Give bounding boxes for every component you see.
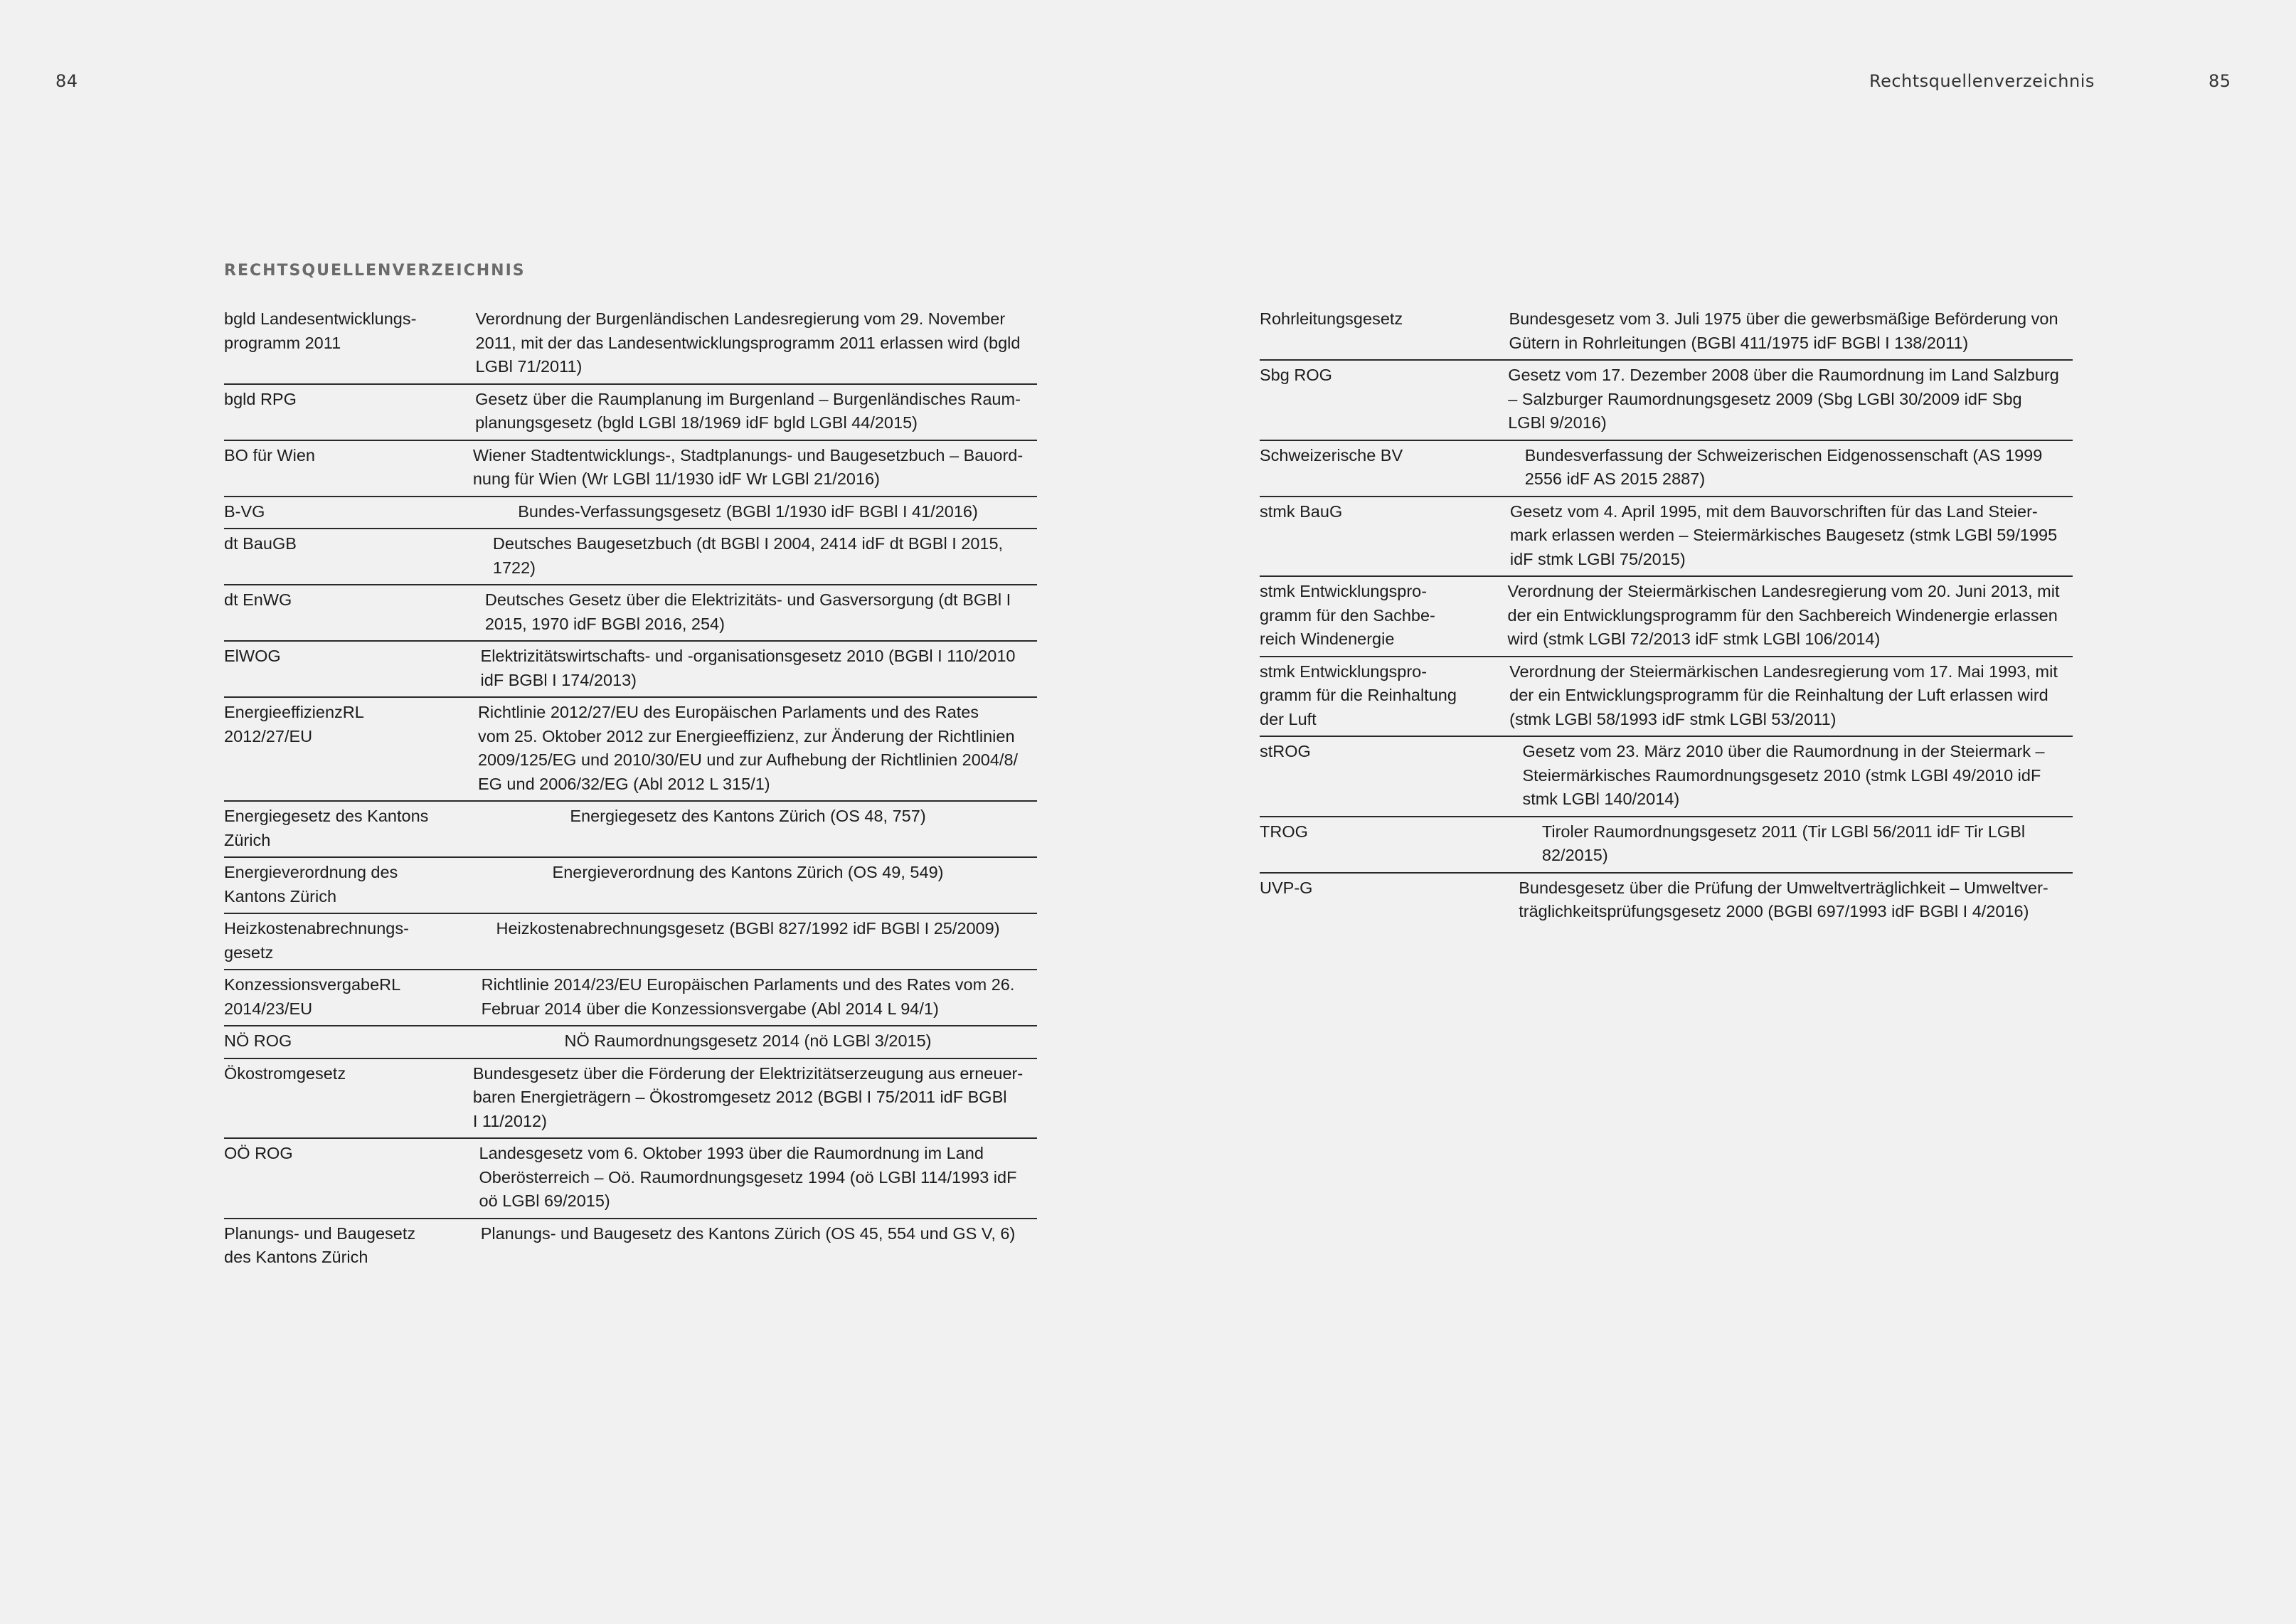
- legal-source-entry: [224, 1218, 1037, 1274]
- right-page-number: 85: [2209, 71, 2231, 91]
- legal-source-entry: [1260, 872, 2073, 928]
- legal-source-entry: [1260, 440, 2073, 496]
- entry-description: Bundesgesetz vom 3. Juli 1975 über die gewerbsmäßige Beförderung von Gütern in Rohrleitungen (BGBl 411/1975 idF BGBl I 138/2011): [1509, 309, 2058, 352]
- entry-description: Elektrizitätswirtschafts- und -organisationsgesetz 2010 (BGBl I 110/2010 idF BGBl I 174/2013): [480, 647, 1016, 689]
- entry-description: NÖ Raumordnungsgesetz 2014 (nö LGBl 3/2015): [564, 1031, 932, 1050]
- entry-description: Bundes-Verfassungsgesetz (BGBl 1/1930 idF BGBl I 41/2016): [518, 501, 978, 521]
- entry-abbreviation: EnergieeffizienzRL 2012/27/EU: [224, 703, 364, 745]
- legal-source-entry: [224, 1058, 1037, 1138]
- entry-description: Gesetz über die Raumplanung im Burgenland – Burgenländisches Raum- planungsgesetz (bgld LGBl 18/1969 idF bgld LGBl 44/2015): [475, 389, 1021, 432]
- entry-description: Gesetz vom 23. März 2010 über die Raumordnung in der Steiermark – Steiermärkisches Raumordnungsgesetz 2010 (stmk LGBl 49/2010 idF stmk LGBl 140/2014): [1522, 742, 2045, 808]
- entry-abbreviation: KonzessionsvergabeRL 2014/23/EU: [224, 975, 401, 1018]
- entry-abbreviation: stmk Entwicklungspro- gramm für die Reinhaltung der Luft: [1260, 662, 1457, 728]
- entry-description: Deutsches Baugesetzbuch (dt BGBl I 2004, 2414 idF dt BGBl I 2015, 1722): [492, 534, 1004, 577]
- entry-description: Energiegesetz des Kantons Zürich (OS 48, 757): [570, 807, 926, 825]
- entry-abbreviation: Energiegesetz des Kantons Zürich: [224, 807, 429, 849]
- entry-description: Richtlinie 2012/27/EU des Europäischen Parlaments und des Rates vom 25. Oktober 2012 zur Energieeffizienz, zur Änderung der Richtlinien 2009/125/EG und 2010/30/EU und zur Aufhebung der Richtlinien 2004/8/ EG und 2006/32/EG (Abl 2012 L 315/1): [477, 703, 1019, 793]
- legal-source-entry: [1260, 736, 2073, 816]
- entry-description: Bundesgesetz über die Förderung der Elektrizitätserzeugung aus erneuer- baren Energieträgern – Ökostromgesetz 2012 (BGBl I 75/2011 idF BGBl I 11/2012): [472, 1063, 1024, 1130]
- entry-abbreviation: Sbg ROG: [1260, 366, 1332, 384]
- entry-abbreviation: Heizkostenabrechnungs- gesetz: [224, 919, 409, 962]
- entry-description: Heizkostenabrechnungsgesetz (BGBl 827/1992 idF BGBl I 25/2009): [496, 919, 1000, 938]
- entry-description: Planungs- und Baugesetz des Kantons Zürich (OS 45, 554 und GS V, 6): [480, 1224, 1016, 1243]
- legal-source-entry: [1260, 496, 2073, 576]
- section-title: RECHTSQUELLENVERZEICHNIS: [224, 262, 526, 280]
- entry-description: Deutsches Gesetz über die Elektrizitäts- und Gasversorgung (dt BGBl I 2015, 1970 idF BGBl 2016, 254): [484, 590, 1011, 633]
- entry-abbreviation: stmk BauG: [1260, 501, 1343, 521]
- entry-description: Landesgesetz vom 6. Oktober 1993 über die Raumordnung im Land Oberösterreich – Oö. Raumordnungsgesetz 1994 (oö LGBl 114/1993 idF oö LGBl 69/2015): [479, 1144, 1017, 1210]
- legal-source-entry: [224, 307, 1037, 383]
- entry-description: Tiroler Raumordnungsgesetz 2011 (Tir LGBl 56/2011 idF Tir LGBl 82/2015): [1541, 822, 2026, 864]
- legal-source-entry: [224, 856, 1037, 913]
- entry-abbreviation: dt BauGB: [224, 534, 297, 553]
- legal-source-entry: [1260, 307, 2073, 359]
- entry-abbreviation: Ökostromgesetz: [224, 1063, 346, 1083]
- entry-abbreviation: dt EnWG: [224, 590, 292, 609]
- legal-source-entry: [1260, 359, 2073, 440]
- legal-source-entry: [1260, 816, 2073, 872]
- entry-description: Bundesgesetz über die Prüfung der Umweltverträglichkeit – Umweltver- träglichkeitsprüfungsgesetz 2000 (BGBl 697/1993 idF BGBl I 4/2016): [1519, 878, 2048, 920]
- legal-source-entry: [224, 496, 1037, 529]
- entry-abbreviation: stROG: [1260, 742, 1311, 760]
- legal-source-entry: [224, 383, 1037, 440]
- legal-source-entry: [224, 800, 1037, 856]
- entry-abbreviation: Schweizerische BV: [1260, 445, 1403, 465]
- entry-description: Gesetz vom 17. Dezember 2008 über die Raumordnung im Land Salzburg – Salzburger Raumordnungsgesetz 2009 (Sbg LGBl 30/2009 idF Sbg LGBl 9/2016): [1508, 366, 2059, 432]
- entry-abbreviation: TROG: [1260, 822, 1308, 841]
- entry-description: Bundesverfassung der Schweizerischen Eidgenossenschaft (AS 1999 2556 idF AS 2015 2887): [1524, 445, 2043, 488]
- legal-source-entry: [224, 528, 1037, 584]
- entry-abbreviation: ElWOG: [224, 647, 281, 665]
- entry-abbreviation: NÖ ROG: [224, 1031, 292, 1050]
- entry-description: Energieverordnung des Kantons Zürich (OS 49, 549): [552, 863, 944, 881]
- legal-source-entry: [224, 969, 1037, 1025]
- entry-description: Richtlinie 2014/23/EU Europäischen Parlaments und des Rates vom 26. Februar 2014 über die Konzessionsvergabe (Abl 2014 L 94/1): [481, 975, 1015, 1018]
- entry-description: Verordnung der Steiermärkischen Landesregierung vom 20. Juni 2013, mit der ein Entwicklungsprogramm für den Sachbereich Windenergie erlassen wird (stmk LGBl 72/2013 idF stmk LGBl 106/2014): [1507, 582, 2060, 648]
- entry-abbreviation: bgld RPG: [224, 389, 297, 408]
- entry-description: Wiener Stadtentwicklungs-, Stadtplanungs- und Baugesetzbuch – Bauord- nung für Wien (Wr LGBl 11/1930 idF Wr LGBl 21/2016): [472, 445, 1024, 488]
- legal-source-entry: [224, 640, 1037, 696]
- entry-description: Verordnung der Steiermärkischen Landesregierung vom 17. Mai 1993, mit der ein Entwicklungsprogramm für die Reinhaltung der Luft erlassen wird (stmk LGBl 58/1993 idF stmk LGBl 53/2011): [1509, 662, 2058, 728]
- right-column-entries: [1260, 307, 2073, 928]
- entry-abbreviation: Rohrleitungsgesetz: [1260, 309, 1403, 328]
- legal-source-entry: [224, 584, 1037, 640]
- entry-abbreviation: Planungs- und Baugesetz des Kantons Zürich: [224, 1224, 416, 1266]
- legal-source-entry: [224, 913, 1037, 969]
- entry-description: Gesetz vom 4. April 1995, mit dem Bauvorschriften für das Land Steier- mark erlassen werden – Steiermärkisches Baugesetz (stmk LGBl 59/1995 idF stmk LGBl 75/2015): [1509, 501, 2058, 568]
- legal-source-entry: [224, 1025, 1037, 1058]
- legal-source-entry: [224, 440, 1037, 496]
- entry-abbreviation: stmk Entwicklungspro- gramm für den Sachbe- reich Windenergie: [1260, 582, 1435, 648]
- legal-source-entry: [224, 696, 1037, 800]
- entry-abbreviation: B-VG: [224, 501, 265, 521]
- legal-source-entry: [224, 1137, 1037, 1218]
- left-column-entries: [224, 307, 1037, 1274]
- entry-abbreviation: UVP-G: [1260, 878, 1313, 897]
- entry-abbreviation: Energieverordnung des Kantons Zürich: [224, 863, 398, 906]
- entry-abbreviation: OÖ ROG: [224, 1144, 293, 1162]
- entry-description: Verordnung der Burgenländischen Landesregierung vom 29. November 2011, mit der das Landesentwicklungsprogramm 2011 erlassen wird (bgld LGBl 71/2011): [475, 309, 1021, 376]
- left-page-number: 84: [55, 71, 78, 91]
- entry-abbreviation: bgld Landesentwicklungs- programm 2011: [224, 309, 417, 352]
- legal-source-entry: [1260, 575, 2073, 656]
- running-head: Rechtsquellenverzeichnis: [1869, 71, 2095, 91]
- legal-source-entry: [1260, 656, 2073, 736]
- entry-abbreviation: BO für Wien: [224, 445, 315, 465]
